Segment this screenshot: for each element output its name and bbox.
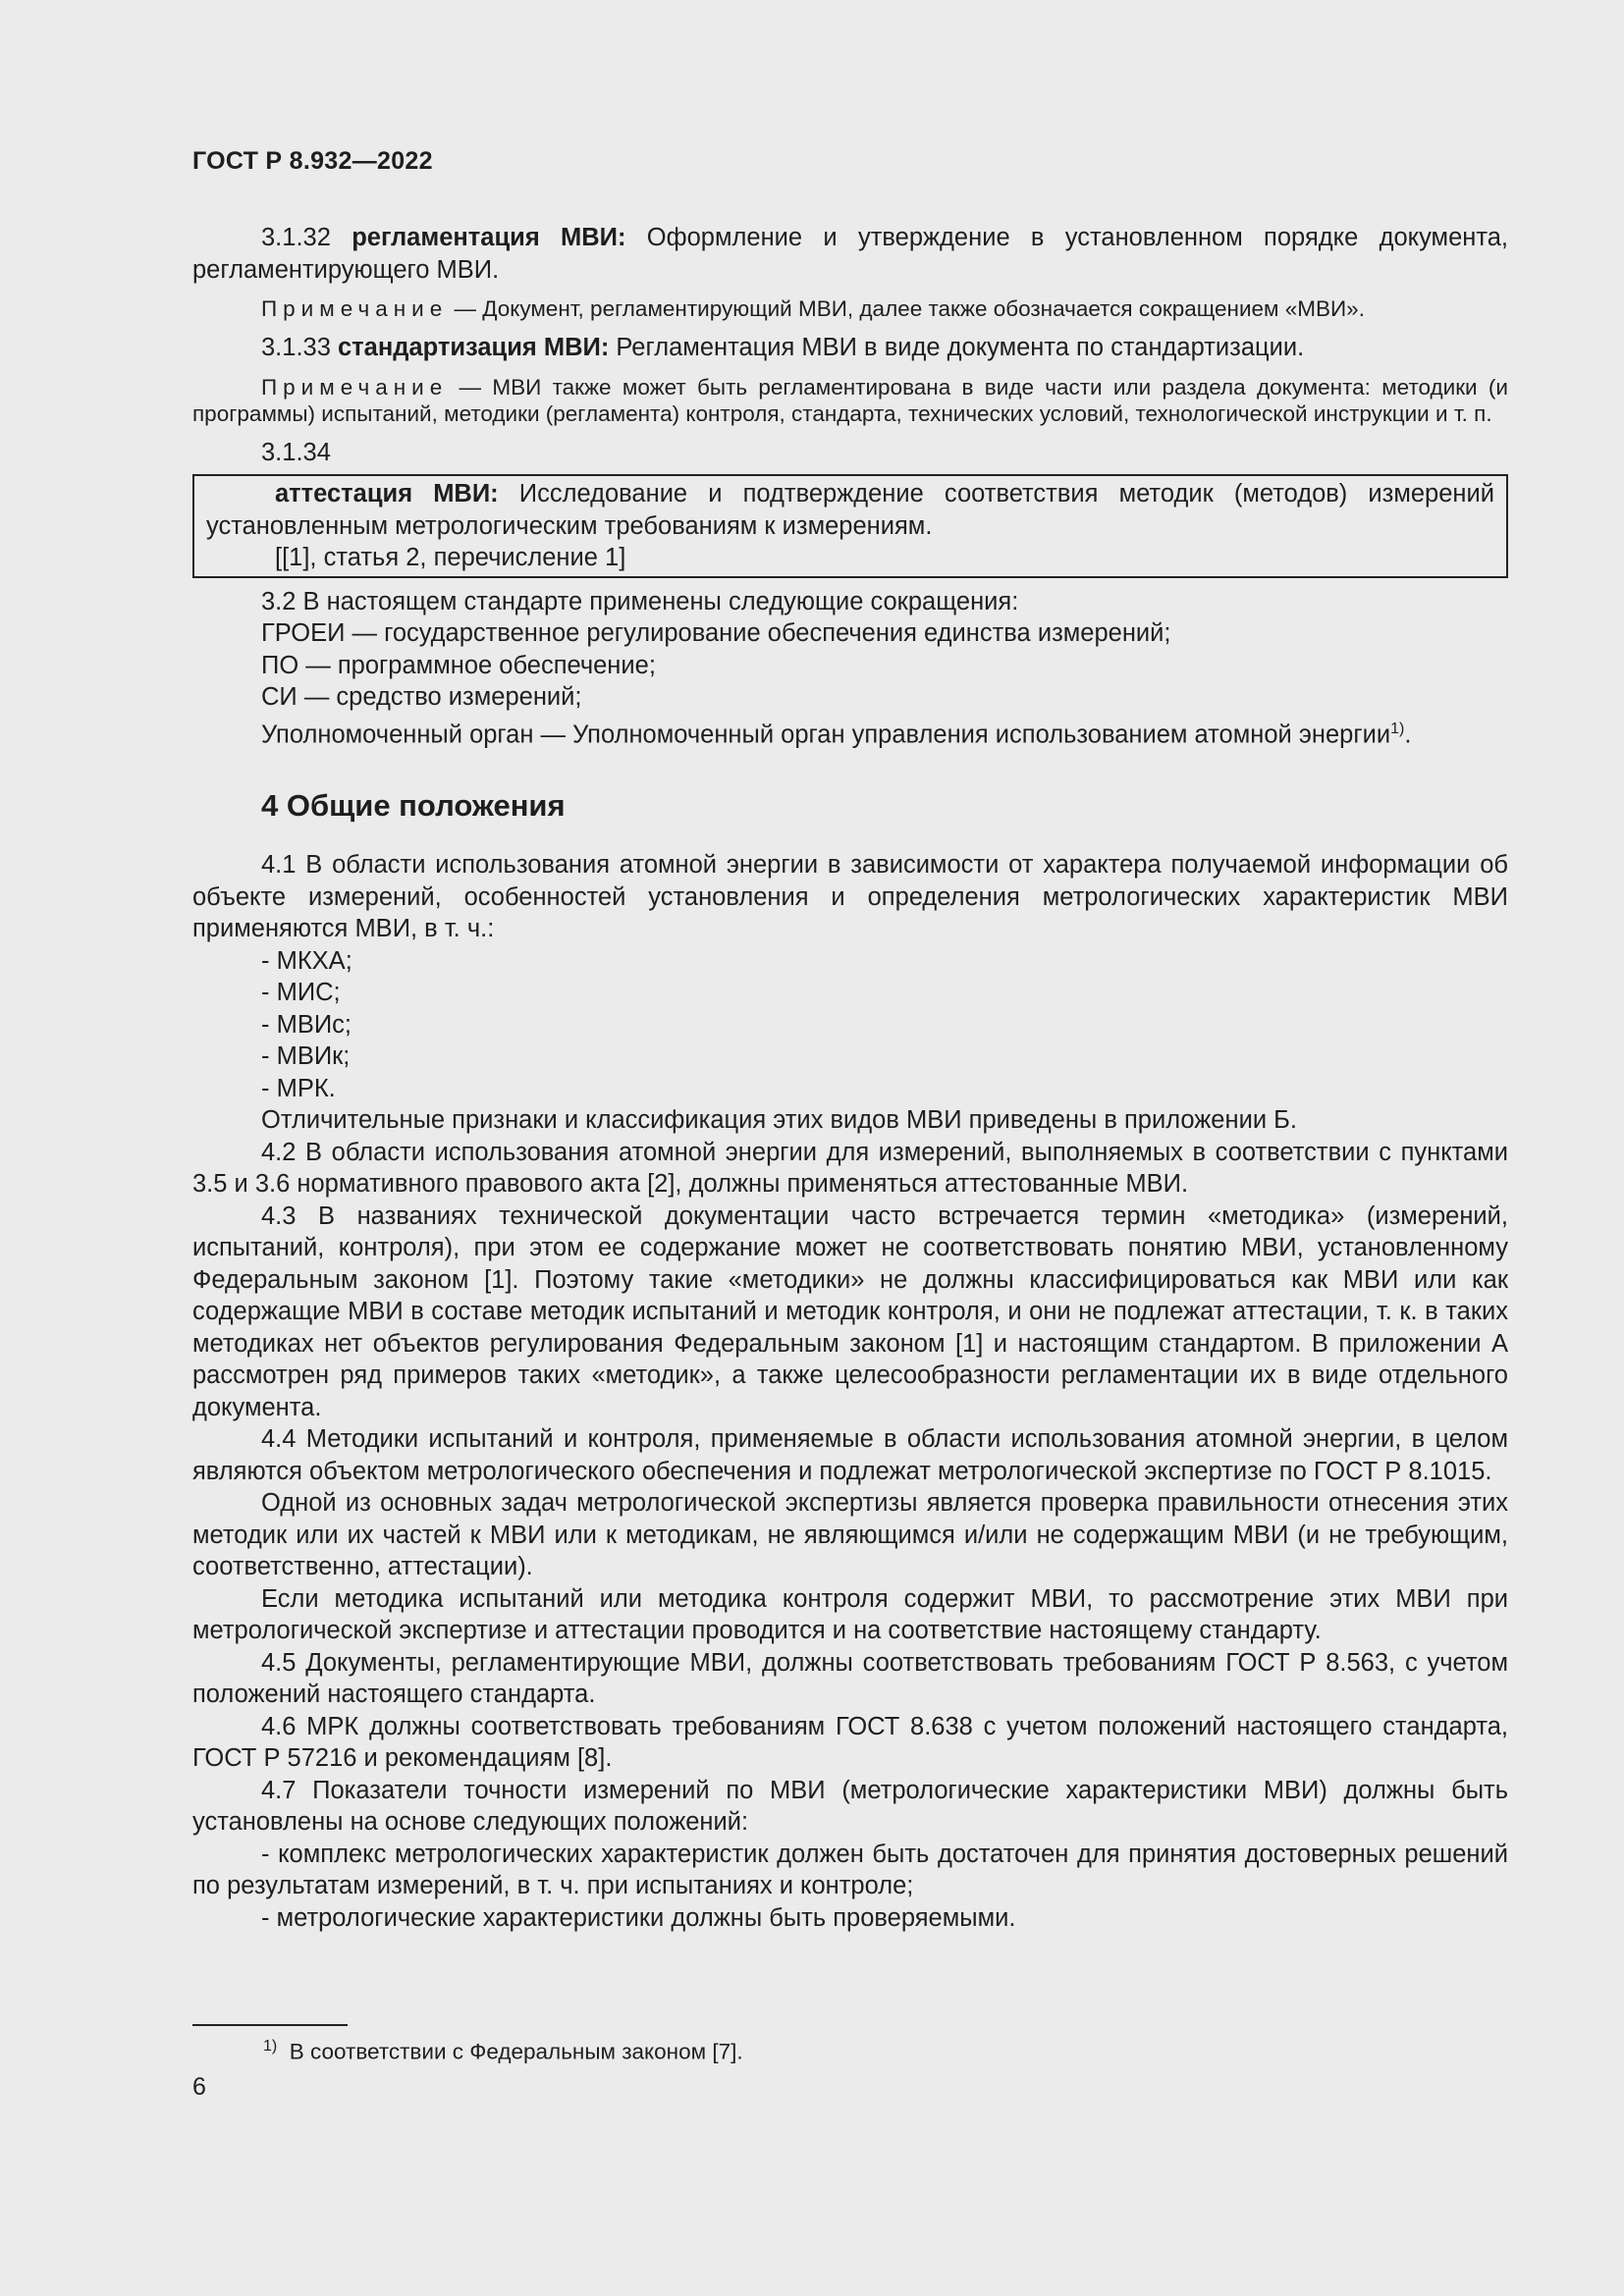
term-definition: Исследование и подтверждение соответствия методик (методов) измерений установленным метрологическим требованиям к измерениям. — [206, 480, 1494, 540]
paragraph-4-6: 4.6 МРК должны соответствовать требованиям ГОСТ 8.638 с учетом положений настоящего стандарта, ГОСТ Р 57216 и рекомендациям [8]. — [192, 1712, 1508, 1772]
footnote-mark: 1) — [263, 2038, 278, 2055]
page-number: 6 — [192, 2073, 206, 2101]
paragraph-4-7: 4.7 Показатели точности измерений по МВИ (метрологические характеристики МВИ) должны быть установлены на основе следующих положений: — [192, 1776, 1508, 1836]
abbreviation-end: . — [1404, 721, 1412, 748]
footnote — [263, 2032, 743, 2067]
term-reference: [[1], статья 2, перечисление 1] — [275, 544, 626, 571]
note-label: Примечание — [261, 296, 449, 321]
list-item: - МИС; — [261, 979, 341, 1006]
term-definition: Регламентация МВИ в виде документа по стандартизации. — [609, 334, 1305, 361]
abbreviation-item: СИ — средство измерений; — [261, 683, 582, 711]
list-item: - МВИк; — [261, 1042, 351, 1070]
footnote-text: В соответствии с Федеральным законом [7]. — [289, 2039, 743, 2064]
abbreviations-intro: 3.2 В настоящем стандарте применены следующие сокращения: — [261, 587, 1019, 615]
abbreviation-item: ПО — программное обеспечение; — [261, 651, 656, 679]
note-1 — [192, 295, 1508, 322]
term-name: аттестация МВИ: — [275, 480, 499, 507]
footnote-divider — [192, 2024, 348, 2026]
term-3-1-34-number: 3.1.34 — [261, 438, 331, 466]
note-text: — МВИ также может быть регламентирована в виде части или раздела документа: методики (и программы) испытаний, методики (регламента) контроля, стандарта, технических условий, технологической инструкции и т. п. — [192, 374, 1508, 426]
paragraph-4-4-b: Одной из основных задач метрологической экспертизы является проверка правильности отнесения этих методик или их частей к МВИ или к методикам, не являющимся и/или не содержащим МВИ (и не требующим, соответственно, аттестации). — [192, 1489, 1508, 1580]
section-heading: 4 Общие положения — [261, 787, 566, 823]
term-name: регламентация МВИ: — [352, 224, 626, 251]
term-definition: Оформление и утверждение в установленном порядке документа, регламентирующего МВИ. — [192, 224, 1508, 284]
term-number: 3.1.32 — [261, 224, 352, 251]
paragraph-4-3: 4.3 В названиях технической документации часто встречается термин «методика» (измерений, испытаний, контроля), при этом ее содержание может не соответствовать понятию МВИ, установленному Федеральным законом [1]. Поэтому такие «методики» не должны классифицироваться как МВИ или как содержащие МВИ в составе методик испытаний и методик контроля, и они не подлежат аттестации, т. к. в таких методиках нет объектов регулирования Федеральным законом [1] и настоящим стандартом. В приложении А рассмотрен ряд примеров таких «методик», а также целесообразности регламентации их в виде отдельного документа. — [192, 1201, 1508, 1421]
term-name: стандартизация МВИ: — [337, 334, 610, 361]
paragraph-4-4-c: Если методика испытаний или методика контроля содержит МВИ, то рассмотрение этих МВИ при метрологической экспертизе и аттестации проводится и на соответствие настоящему стандарту. — [192, 1584, 1508, 1644]
term-number: 3.1.33 — [261, 334, 338, 361]
paragraph-4-5: 4.5 Документы, регламентирующие МВИ, должны соответствовать требованиям ГОСТ Р 8.563, с учетом положений настоящего стандарта. — [192, 1648, 1508, 1708]
note-text: — Документ, регламентирующий МВИ, далее также обозначается сокращением «МВИ». — [448, 296, 1365, 321]
note-2 — [192, 374, 1508, 427]
paragraph-4-2: 4.2 В области использования атомной энергии для измерений, выполняемых в соответствии с пунктами 3.5 и 3.6 нормативного правового акта [2], должны применяться аттестованные МВИ. — [192, 1138, 1508, 1198]
term-3-1-34-box — [192, 474, 1508, 578]
list-item: - МКХА; — [261, 946, 352, 975]
note-label: Примечание — [261, 374, 449, 400]
document-body — [192, 222, 1508, 1934]
paragraph-4-4: 4.4 Методики испытаний и контроля, применяемые в области использования атомной энергии, в целом являются объектом метрологического обеспечения и подлежат метрологической экспертизе по ГОСТ Р 8.1015. — [192, 1425, 1508, 1485]
paragraph-4-7-b: - метрологические характеристики должны быть проверяемыми. — [261, 1903, 1016, 1932]
abbreviation-item: ГРОЕИ — государственное регулирование обеспечения единства измерений; — [261, 619, 1171, 647]
paragraph-4-1: 4.1 В области использования атомной энергии в зависимости от характера получаемой информации об объекте измерений, особенностей установления и определения метрологических характеристик МВИ применяются МВИ, в т. ч.: — [192, 851, 1508, 942]
paragraph-4-7-a: - комплекс метрологических характеристик должен быть достаточен для принятия достоверных решений по результатам измерений, в т. ч. при испытаниях и контроле; — [192, 1840, 1508, 1899]
document-header: ГОСТ Р 8.932—2022 — [192, 147, 433, 175]
footnote-ref: 1) — [1390, 720, 1405, 737]
abbreviation-text: Уполномоченный орган — Уполномоченный орган управления использованием атомной энергии — [261, 721, 1391, 748]
paragraph-4-1-b: Отличительные признаки и классификация этих видов МВИ приведены в приложении Б. — [261, 1106, 1297, 1134]
term-3-1-33 — [192, 332, 1508, 364]
abbreviation-item — [192, 714, 1508, 751]
term-3-1-32 — [192, 222, 1508, 286]
list-item: - МРК. — [261, 1074, 336, 1102]
term-3-1-34-text — [206, 478, 1494, 542]
list-item: - МВИс; — [261, 1010, 352, 1039]
